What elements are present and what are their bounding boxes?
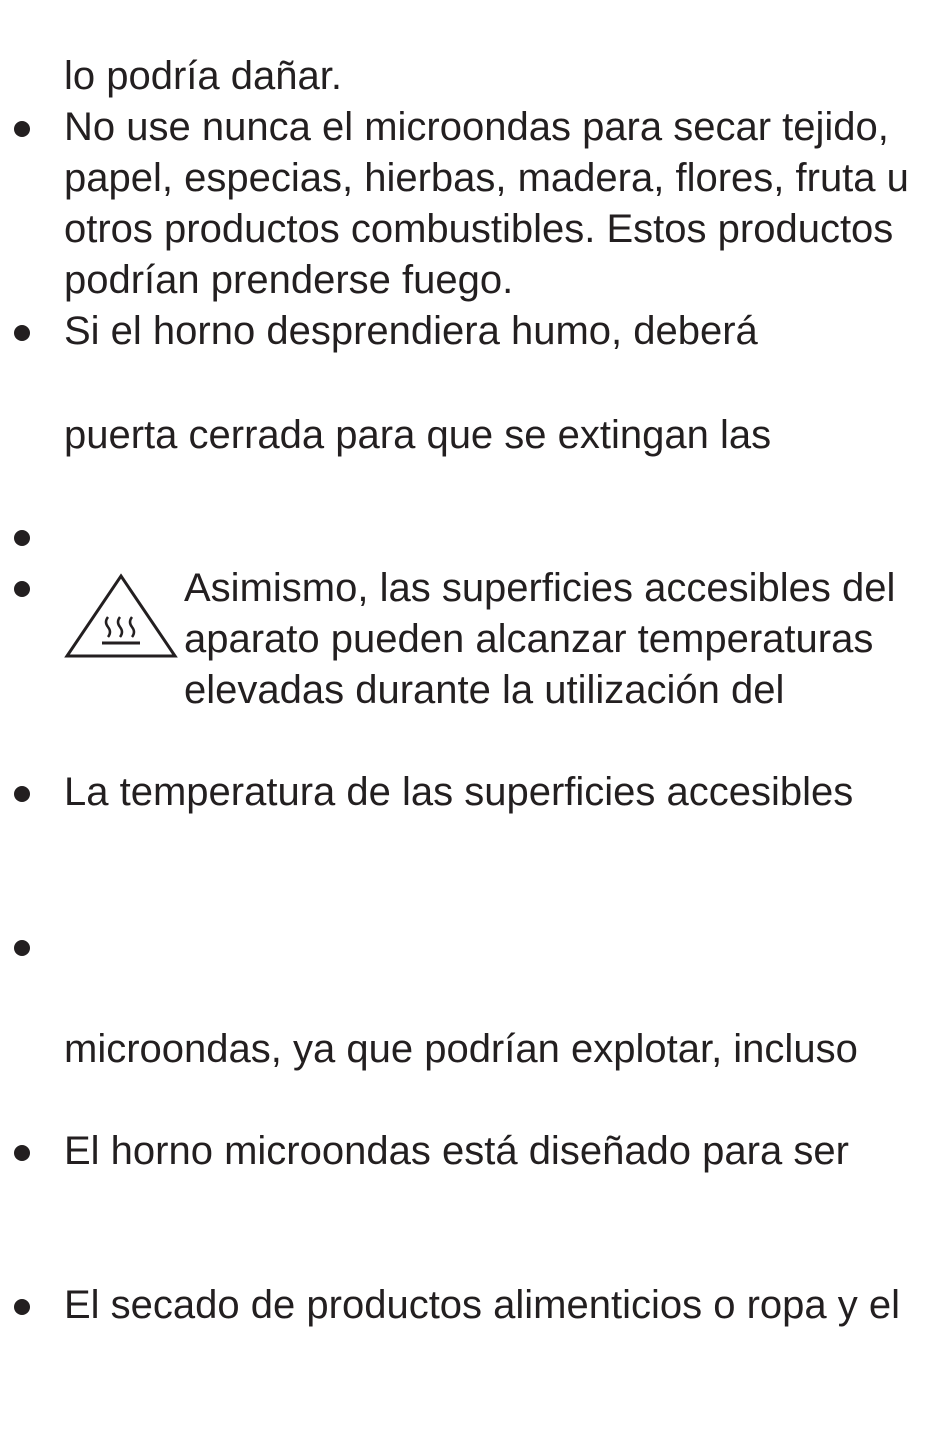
bullet-icon bbox=[14, 1145, 30, 1161]
bullet-item-drying-warning-line-2: papel, especias, hierbas, madera, flores, fruta u bbox=[64, 156, 909, 200]
bullet-icon bbox=[14, 786, 30, 802]
bullet-item-surface-temperature-line-1: La temperatura de las superficies accesibles bbox=[64, 770, 854, 814]
text-line-continuation: lo podría dañar. bbox=[64, 54, 342, 98]
bullet-icon bbox=[14, 940, 30, 956]
bullet-icon bbox=[14, 121, 30, 137]
bullet-icon bbox=[14, 530, 30, 546]
bullet-icon bbox=[14, 581, 30, 597]
bullet-icon bbox=[14, 325, 30, 341]
bullet-item-drying-warning-line-1: No use nunca el microondas para secar tejido, bbox=[64, 105, 889, 149]
bullet-item-drying-warning-line-4: podrían prenderse fuego. bbox=[64, 258, 514, 302]
bullet-item-drying-food-line-1: El secado de productos alimenticios o ropa y el bbox=[64, 1283, 901, 1327]
bullet-item-designed-for-line-1: El horno microondas está diseñado para ser bbox=[64, 1129, 849, 1173]
hot-surface-warning-icon bbox=[64, 572, 178, 660]
bullet-item-hot-surfaces-line-3: elevadas durante la utilización del bbox=[184, 668, 785, 712]
bullet-item-eggs-line-1: microondas, ya que podrían explotar, incluso bbox=[64, 1027, 858, 1071]
bullet-item-hot-surfaces-line-1: Asimismo, las superficies accesibles del bbox=[184, 566, 896, 610]
bullet-item-smoke-line-2: puerta cerrada para que se extingan las bbox=[64, 413, 772, 457]
bullet-icon bbox=[14, 1299, 30, 1315]
bullet-item-smoke-line-1: Si el horno desprendiera humo, deberá bbox=[64, 309, 758, 353]
bullet-item-hot-surfaces-line-2: aparato pueden alcanzar temperaturas bbox=[184, 617, 874, 661]
bullet-item-drying-warning-line-3: otros productos combustibles. Estos productos bbox=[64, 207, 894, 251]
